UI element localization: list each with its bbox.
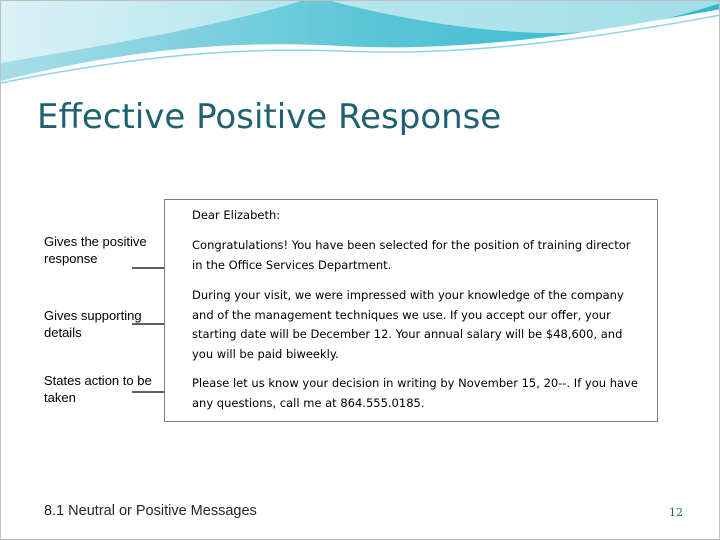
label-supporting-details: Gives supporting details xyxy=(44,308,142,340)
letter-line: you will be paid biweekly. xyxy=(192,346,339,361)
letter-line: During your visit, we were impressed with your knowledge of the company xyxy=(192,288,624,302)
label-positive-response: Gives the positive response xyxy=(44,234,147,266)
sample-letter xyxy=(164,199,658,422)
slide-footer: 8.1 Neutral or Positive Messages xyxy=(44,503,257,519)
letter-line: any questions, call me at 864.555.0185. xyxy=(192,395,425,410)
letter-paragraph-3 xyxy=(192,374,638,413)
letter-paragraph-1 xyxy=(192,236,631,275)
label-action: States action to be taken xyxy=(44,373,152,405)
page-number: 12 xyxy=(669,506,683,519)
letter-salutation: Dear Elizabeth: xyxy=(192,208,281,222)
slide-title: Effective Positive Response xyxy=(37,97,502,137)
letter-line: Congratulations! You have been selected for the position of training director xyxy=(192,238,631,252)
letter-line: and of the management techniques we use. If you accept our offer, your xyxy=(192,307,611,322)
letter-line: Please let us know your decision in writing by November 15, 20--. If you have xyxy=(192,376,638,390)
letter-line: in the Office Services Department. xyxy=(192,257,392,272)
letter-line: starting date will be December 12. Your annual salary will be $48,600, and xyxy=(192,327,623,341)
letter-paragraph-2 xyxy=(192,286,624,364)
